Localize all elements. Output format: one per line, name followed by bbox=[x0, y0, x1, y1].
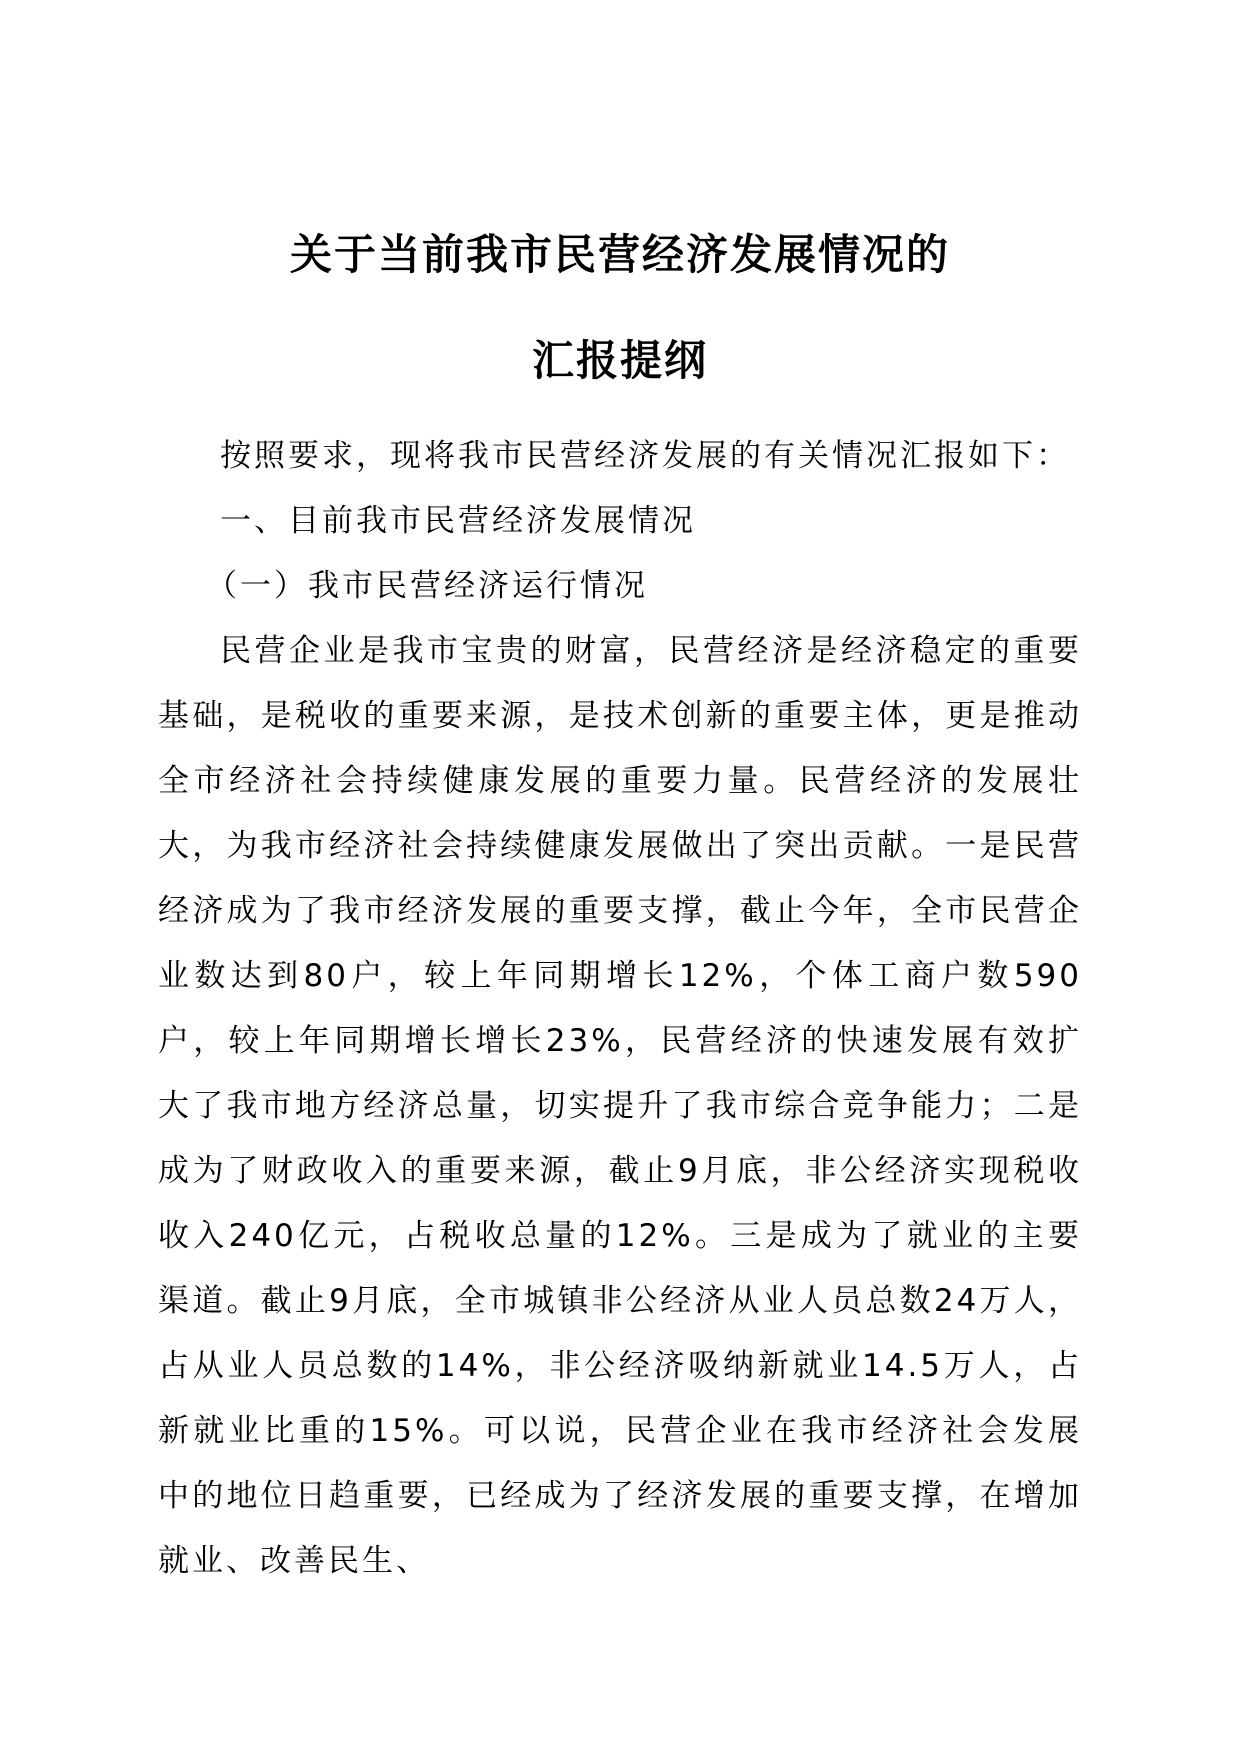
body-paragraph-1: 民营企业是我市宝贵的财富，民营经济是经济稳定的重要基础，是税收的重要来源，是技术创新的重要主体，更是推动全市经济社会持续健康发展的重要力量。民营经济的发展壮大，为我市经济社会持续健康发展做出了突出贡献。一是民营经济成为了我市经济发展的重要支撑，截止今年，全市民营企业数达到80户，较上年同期增长12%，个体工商户数590户，较上年同期增长增长23%，民营经济的快速发展有效扩大了我市地方经济总量，切实提升了我市综合竞争能力；二是成为了财政收入的重要来源，截止9月底，非公经济实现税收收入240亿元，占税收总量的12%。三是成为了就业的主要渠道。截止9月底，全市城镇非公经济从业人员总数24万人，占从业人员总数的14%，非公经济吸纳新就业14.5万人，占新就业比重的15%。可以说，民营企业在我市经济社会发展中的地位日趋重要，已经成为了经济发展的重要支撑，在增加就业、改善民生、 bbox=[158, 633, 1082, 1579]
document-title-line-2: 汇报提纲 bbox=[531, 336, 708, 385]
document-title-line-1: 关于当前我市民营经济发展情况的 bbox=[289, 230, 950, 279]
document-body bbox=[158, 424, 1082, 1594]
section-heading-1-1: （一）我市民营经济运行情况 bbox=[206, 568, 649, 604]
intro-paragraph: 按照要求，现将我市民营经济发展的有关情况汇报如下： bbox=[220, 438, 1070, 474]
section-heading-1: 一、目前我市民营经济发展情况 bbox=[220, 503, 696, 539]
